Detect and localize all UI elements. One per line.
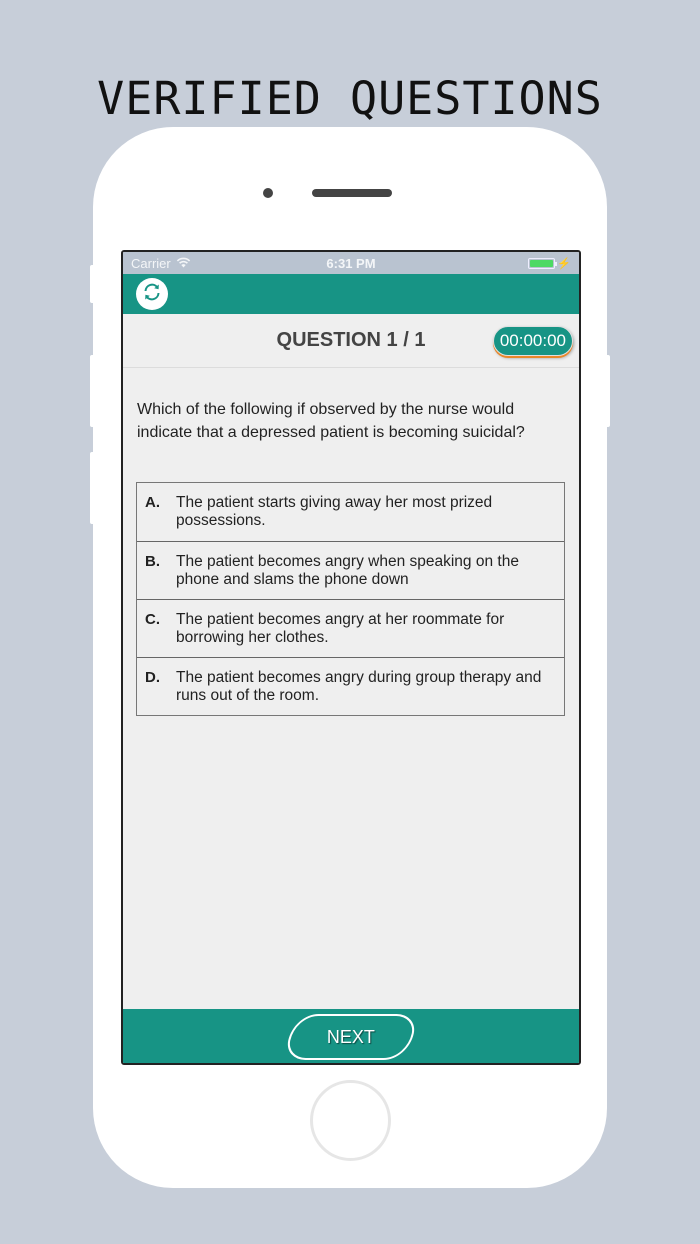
phone-home-button[interactable] xyxy=(310,1080,391,1161)
next-button[interactable] xyxy=(284,1014,418,1060)
answer-text: The patient becomes angry at her roommate for borrowing her clothes. xyxy=(176,611,505,646)
answer-letter: B. xyxy=(145,553,160,570)
phone-camera xyxy=(263,188,273,198)
charging-bolt-icon: ⚡ xyxy=(557,257,571,270)
answer-text: The patient starts giving away her most prized possessions. xyxy=(176,494,493,529)
battery-icon xyxy=(528,258,555,269)
next-button-label: NEXT xyxy=(326,1026,375,1047)
answer-letter: A. xyxy=(145,494,160,511)
answer-letter: C. xyxy=(145,611,160,628)
promo-title: VERIFIED QUESTIONS xyxy=(97,72,603,125)
footer-bar xyxy=(123,1009,579,1063)
question-header xyxy=(123,314,579,368)
phone-power-button xyxy=(607,355,610,427)
carrier-label: Carrier xyxy=(131,255,171,271)
answer-text: The patient becomes angry when speaking on the phone and slams the phone down xyxy=(176,553,519,588)
refresh-button[interactable] xyxy=(136,278,168,310)
question-counter: QUESTION 1 / 1 xyxy=(276,329,426,351)
answer-text: The patient becomes angry during group therapy and runs out of the room. xyxy=(176,669,542,704)
app-screen xyxy=(121,250,581,1065)
question-text: Which of the following if observed by the nurse would indicate that a depressed patient is becoming suicidal? xyxy=(137,401,525,441)
answer-option-a[interactable] xyxy=(137,483,564,541)
phone-speaker xyxy=(312,189,392,197)
status-bar xyxy=(123,252,579,274)
answer-list xyxy=(136,482,565,716)
status-time: 6:31 PM xyxy=(326,255,376,271)
answer-option-b[interactable] xyxy=(137,541,564,599)
nav-bar xyxy=(123,274,579,314)
answer-option-c[interactable] xyxy=(137,599,564,657)
timer-badge: 00:00:00 xyxy=(493,326,573,356)
refresh-icon xyxy=(141,281,163,308)
answer-option-d[interactable] xyxy=(137,657,564,715)
answer-letter: D. xyxy=(145,669,160,686)
